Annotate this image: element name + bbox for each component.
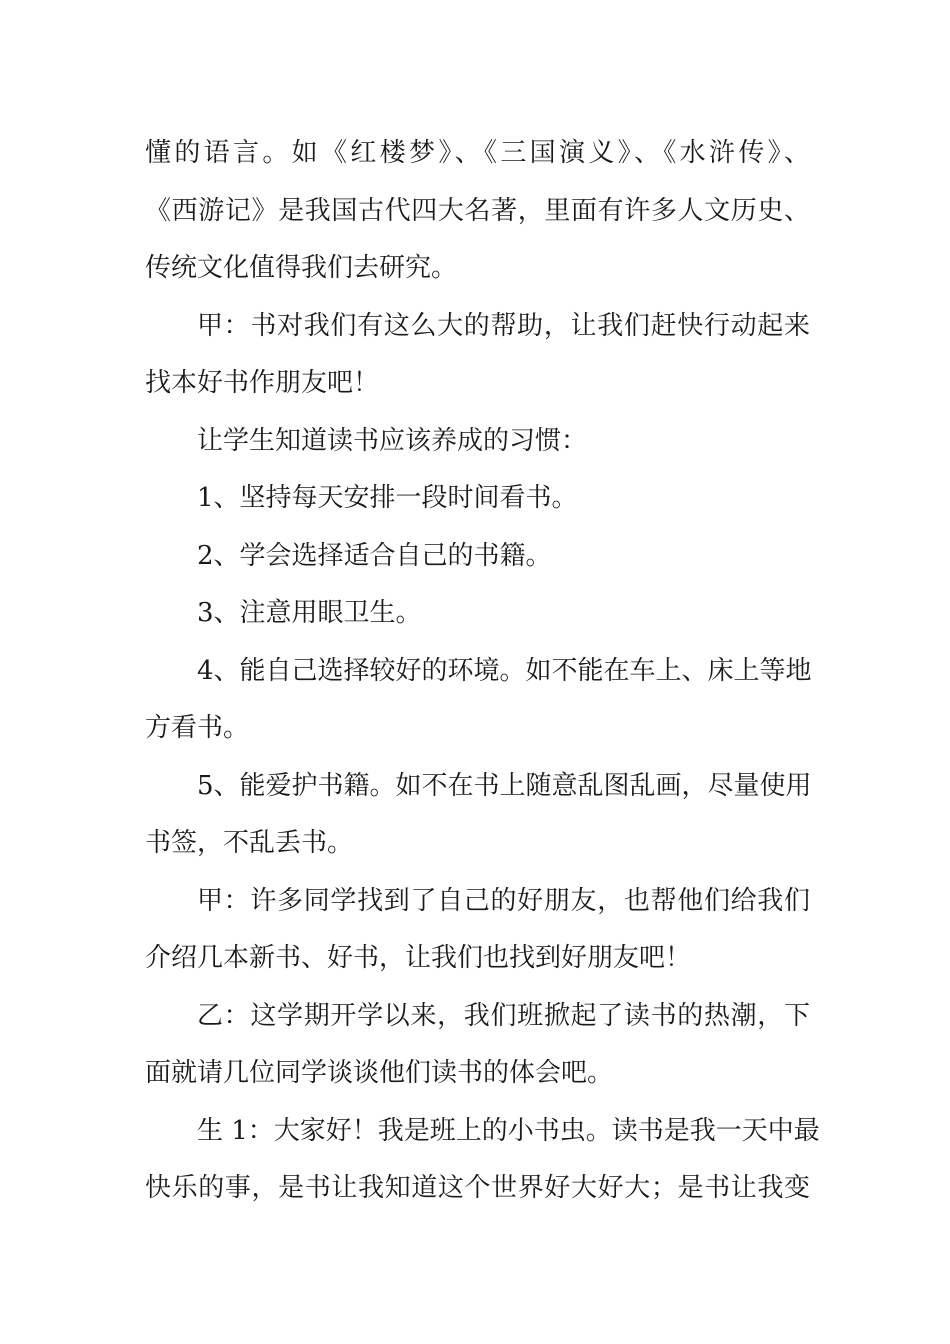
document-body — [145, 125, 820, 1218]
text-line: 乙：这学期开学以来，我们班掀起了读书的热潮，下 — [197, 1000, 810, 1031]
text-line: 面就请几位同学谈谈他们读书的体会吧。 — [145, 1058, 614, 1088]
text-line: 找本好书作朋友吧！ — [145, 368, 380, 398]
text-line: 3、注意用眼卫生。 — [197, 598, 422, 628]
text-line: 快乐的事，是书让我知道这个世界好大好大；是书让我变 — [145, 1173, 810, 1203]
text-line: 传统文化值得我们去研究。 — [145, 253, 458, 283]
text-line: 介绍几本新书、好书，让我们也找到好朋友吧！ — [145, 943, 692, 973]
text-line: 《西游记》是我国古代四大名著，里面有许多人文历史、 — [145, 195, 810, 226]
text-line: 1、坚持每天安排一段时间看书。 — [197, 483, 578, 513]
text-line: 甲：书对我们有这么大的帮助，让我们赶快行动起来 — [197, 310, 810, 341]
text-line: 生 1：大家好！我是班上的小书虫。读书是我一天中最 — [197, 1115, 820, 1146]
text-line: 5、能爱护书籍。如不在书上随意乱图乱画，尽量使用 — [197, 770, 812, 801]
text-line: 方看书。 — [145, 713, 250, 743]
text-line: 懂的语言。如《红楼梦》、《三国演义》、《水浒传》、 — [145, 138, 810, 168]
text-line: 4、能自己选择较好的环境。如不能在车上、床上等地 — [197, 655, 812, 686]
text-line: 2、学会选择适合自己的书籍。 — [197, 540, 552, 571]
text-line: 让学生知道读书应该养成的习惯： — [197, 425, 588, 456]
text-line: 甲：许多同学找到了自己的好朋友，也帮他们给我们 — [197, 885, 810, 916]
text-line: 书签，不乱丢书。 — [145, 828, 354, 858]
